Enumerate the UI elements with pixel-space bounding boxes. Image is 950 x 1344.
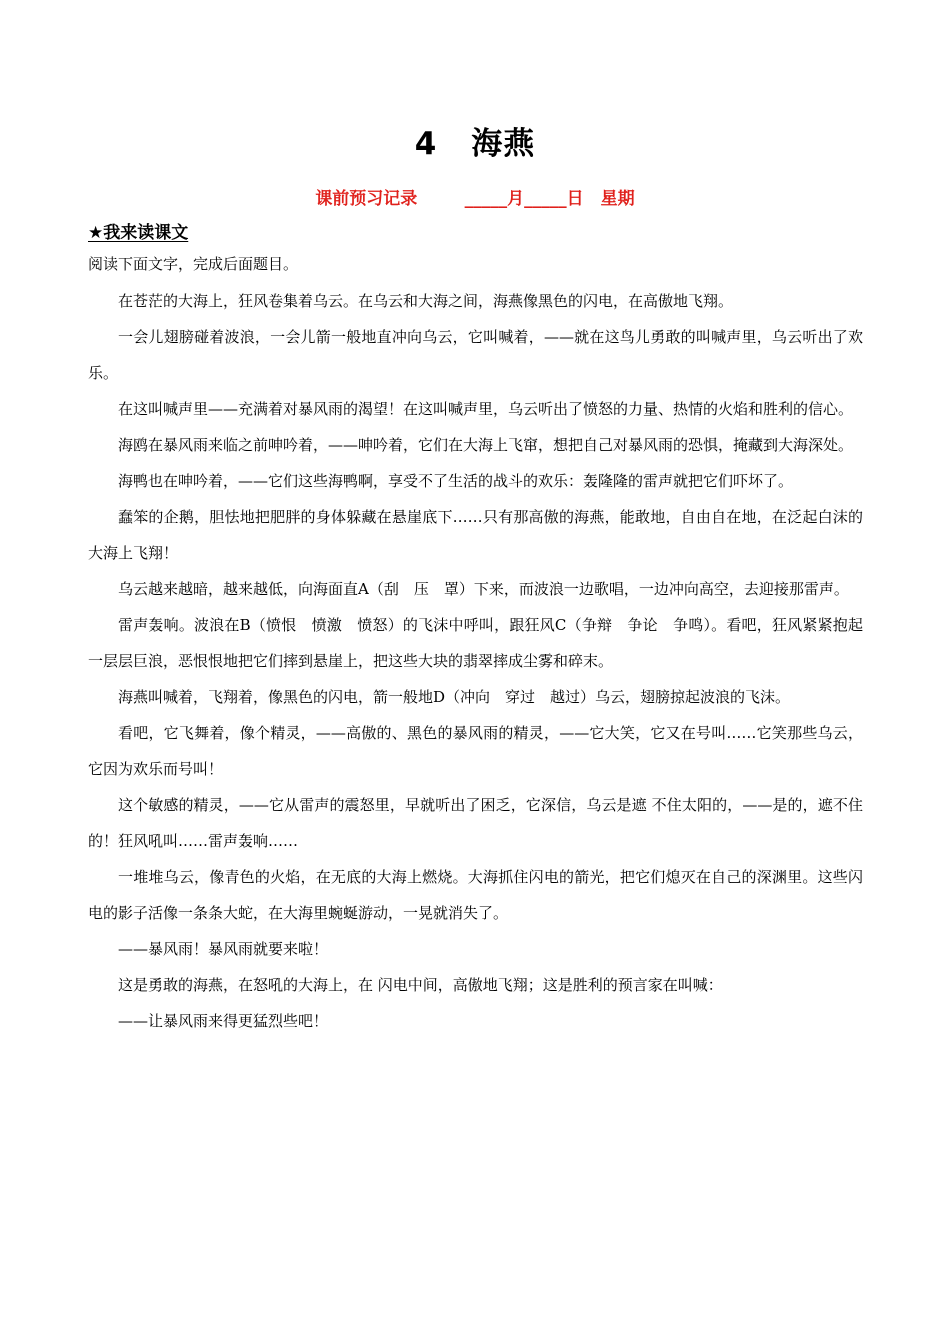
paragraph: 这是勇敢的海燕，在怒吼的大海上，在 闪电中间，高傲地飞翔；这是胜利的预言家在叫喊： bbox=[118, 976, 723, 994]
paragraph: 雷声轰响。波浪在B（愤恨 愤激 愤怒）的飞沫中呼叫，跟狂风C（争辩 争论 争鸣）。看吧，狂风紧紧抱起一层层巨浪，恶恨恨地把它们摔到悬崖上，把这些大块的翡翠摔成尘雾和碎末。 bbox=[88, 616, 863, 670]
paragraph: 看吧，它飞舞着，像个精灵，——高傲的、黑色的暴风雨的精灵，——它大笑，它又在号叫……它笑那些乌云，它因为欢乐而号叫！ bbox=[88, 724, 863, 778]
paragraph: 一堆堆乌云，像青色的火焰，在无底的大海上燃烧。大海抓住闪电的箭光，把它们熄灭在自己的深渊里。这些闪电的影子活像一条条大蛇，在大海里蜿蜒游动，一晃就消失了。 bbox=[88, 868, 863, 922]
lesson-number: 4 bbox=[414, 126, 438, 162]
passage bbox=[88, 283, 863, 1039]
paragraph: 在苍茫的大海上，狂风卷集着乌云。在乌云和大海之间，海燕像黑色的闪电，在高傲地飞翔。 bbox=[118, 292, 734, 310]
paragraph: 这个敏感的精灵，——它从雷声的震怒里，早就听出了困乏，它深信，乌云是遮 不住太阳的，——是的，遮不住的！狂风吼叫……雷声轰响…… bbox=[88, 796, 863, 850]
paragraph: 在这叫喊声里——充满着对暴风雨的渴望！在这叫喊声里，乌云听出了愤怒的力量、热情的火焰和胜利的信心。 bbox=[118, 400, 854, 418]
record-label: 课前预习记录 bbox=[315, 189, 418, 209]
preview-record-line bbox=[0, 184, 950, 209]
section-heading: ★我来读课文 bbox=[88, 223, 189, 243]
paragraph: ——让暴风雨来得更猛烈些吧！ bbox=[118, 1012, 329, 1030]
record-date: _____月_____日 星期 bbox=[464, 189, 635, 209]
paragraph: 海鸥在暴风雨来临之前呻吟着，——呻吟着，它们在大海上飞窜，想把自己对暴风雨的恐惧，掩藏到大海深处。 bbox=[118, 436, 854, 454]
page-title bbox=[0, 118, 950, 163]
paragraph: 海燕叫喊着，飞翔着，像黑色的闪电，箭一般地D（冲向 穿过 越过）乌云，翅膀掠起波浪的飞沫。 bbox=[118, 688, 791, 706]
instruction-text: 阅读下面文字，完成后面题目。 bbox=[88, 255, 299, 273]
paragraph: 海鸭也在呻吟着，——它们这些海鸭啊，享受不了生活的战斗的欢乐：轰隆隆的雷声就把它们吓坏了。 bbox=[118, 472, 794, 490]
lesson-title: 海燕 bbox=[471, 126, 536, 162]
paragraph: ——暴风雨！暴风雨就要来啦！ bbox=[118, 940, 329, 958]
paragraph: 蠢笨的企鹅，胆怯地把肥胖的身体躲藏在悬崖底下……只有那高傲的海燕，能敢地，自由自在地，在泛起白沫的大海上飞翔！ bbox=[88, 508, 863, 562]
paragraph: 一会儿翅膀碰着波浪，一会儿箭一般地直冲向乌云，它叫喊着，——就在这鸟儿勇敢的叫喊声里，乌云听出了欢乐。 bbox=[88, 328, 863, 382]
paragraph: 乌云越来越暗，越来越低，向海面直A（刮 压 罩）下来，而波浪一边歌唱，一边冲向高空，去迎接那雷声。 bbox=[118, 580, 849, 598]
